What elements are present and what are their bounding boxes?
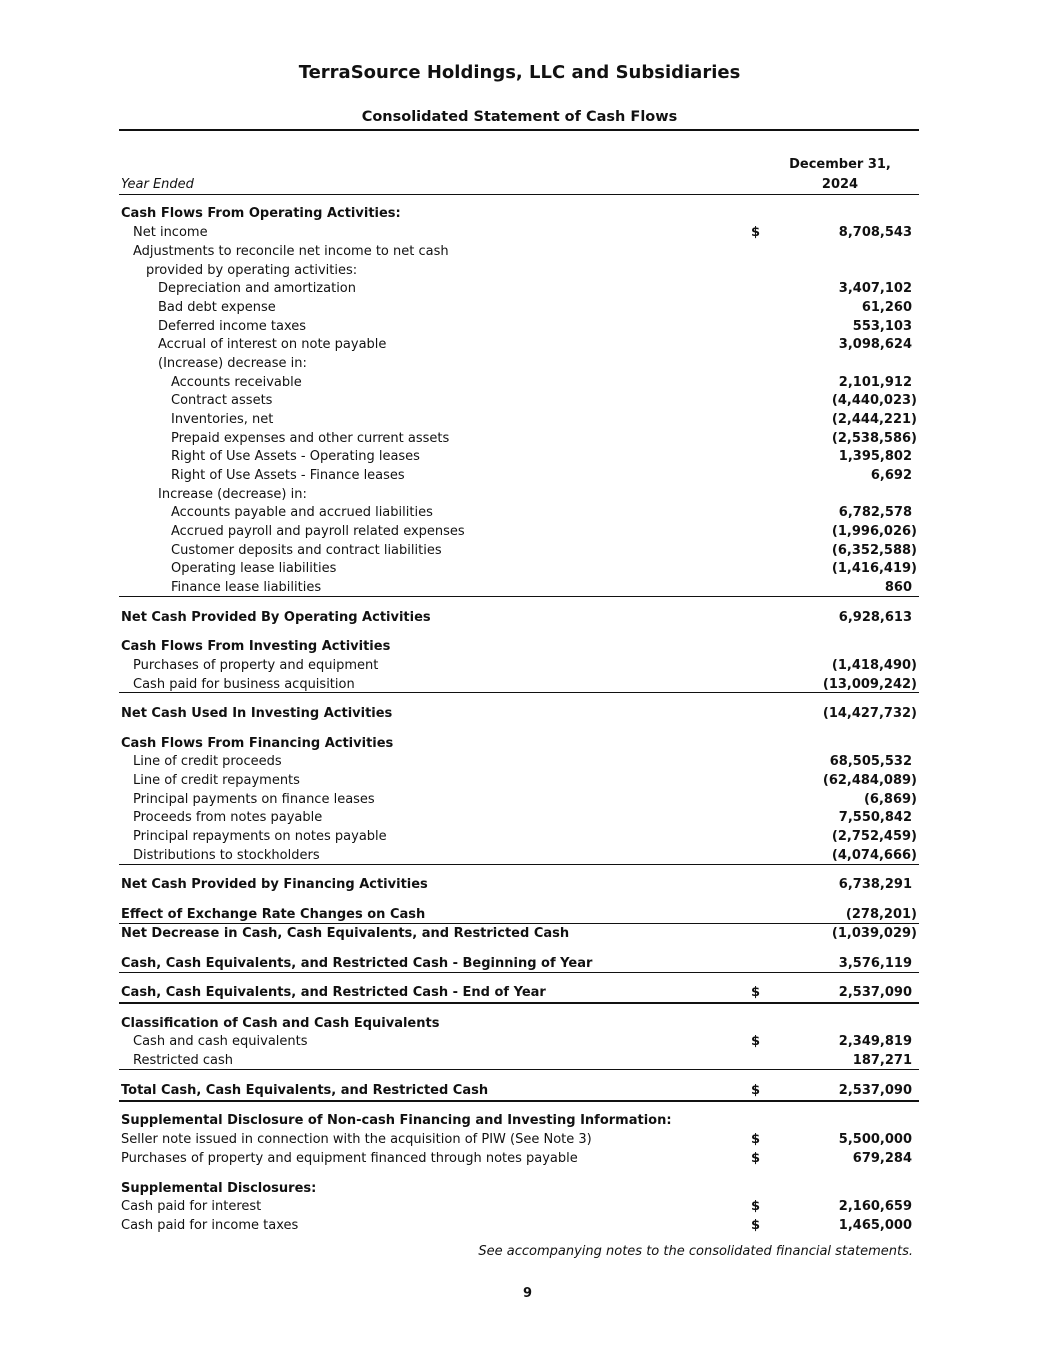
row-amount: (1,039,029) xyxy=(831,926,917,941)
table-row xyxy=(0,430,1055,448)
table-row xyxy=(0,906,1055,924)
rule-total-cash xyxy=(119,1100,919,1102)
row-label: Cash Flows From Financing Activities xyxy=(121,736,394,751)
row-label: Accrual of interest on note payable xyxy=(158,337,387,352)
row-label: Cash Flows From Operating Activities: xyxy=(121,206,401,221)
row-label: provided by operating activities: xyxy=(146,263,358,278)
row-label: Line of credit proceeds xyxy=(133,754,282,769)
row-amount: 5,500,000 xyxy=(838,1132,912,1147)
header-rule xyxy=(119,194,919,195)
table-row xyxy=(0,809,1055,827)
row-amount: (2,444,221) xyxy=(831,412,917,427)
row-label: Restricted cash xyxy=(133,1053,234,1068)
row-amount: 6,782,578 xyxy=(838,505,912,520)
row-label: Net income xyxy=(133,225,208,240)
row-label: Net Cash Provided By Operating Activities xyxy=(121,610,431,625)
row-label: Cash paid for interest xyxy=(121,1199,262,1214)
row-amount: (14,427,732) xyxy=(822,706,917,721)
row-amount: 1,465,000 xyxy=(838,1218,912,1233)
table-row xyxy=(0,299,1055,317)
row-label: Supplemental Disclosure of Non-cash Financing and Investing Information: xyxy=(121,1113,672,1128)
row-amount: (62,484,089) xyxy=(822,773,917,788)
table-row xyxy=(0,876,1055,894)
rule-classification xyxy=(119,1069,919,1070)
row-label: Right of Use Assets - Finance leases xyxy=(171,468,405,483)
row-label: Accrued payroll and payroll related expenses xyxy=(171,524,465,539)
table-row xyxy=(0,657,1055,675)
table-row xyxy=(0,280,1055,298)
table-row xyxy=(0,1052,1055,1070)
row-amount: 1,395,802 xyxy=(838,449,912,464)
table-row xyxy=(0,609,1055,627)
row-amount: (13,009,242) xyxy=(822,677,917,692)
table-row xyxy=(0,560,1055,578)
row-label: Bad debt expense xyxy=(158,300,276,315)
row-label: Proceeds from notes payable xyxy=(133,810,323,825)
table-row xyxy=(0,638,1055,656)
row-amount: (2,752,459) xyxy=(831,829,917,844)
row-amount: 3,407,102 xyxy=(838,281,912,296)
table-row xyxy=(0,374,1055,392)
rule-end-of-year xyxy=(119,1002,919,1004)
table-row xyxy=(0,486,1055,504)
table-row xyxy=(0,1112,1055,1130)
row-amount: 2,537,090 xyxy=(838,1083,912,1098)
row-label: Operating lease liabilities xyxy=(171,561,337,576)
row-amount: 187,271 xyxy=(852,1053,912,1068)
row-amount: (2,538,586) xyxy=(831,431,917,446)
row-label: Net Cash Provided by Financing Activities xyxy=(121,877,428,892)
row-label: Accounts receivable xyxy=(171,375,302,390)
table-row xyxy=(0,243,1055,261)
company-name: TerraSource Holdings, LLC and Subsidiaries xyxy=(298,62,741,83)
table-row xyxy=(0,735,1055,753)
column-header-month: December 31, xyxy=(789,157,891,172)
row-label: Classification of Cash and Cash Equivalents xyxy=(121,1016,440,1031)
row-label: Cash, Cash Equivalents, and Restricted Cash - Beginning of Year xyxy=(121,956,593,971)
dollar-sign: $ xyxy=(751,1199,761,1214)
table-row xyxy=(0,705,1055,723)
row-label: Contract assets xyxy=(171,393,273,408)
table-row xyxy=(0,828,1055,846)
row-amount: 61,260 xyxy=(861,300,912,315)
table-row xyxy=(0,224,1055,242)
row-amount: 2,101,912 xyxy=(838,375,912,390)
row-label: Inventories, net xyxy=(171,412,274,427)
table-row xyxy=(0,504,1055,522)
row-label: Net Cash Used In Investing Activities xyxy=(121,706,393,721)
row-label: Principal repayments on notes payable xyxy=(133,829,387,844)
year-ended-label: Year Ended xyxy=(121,177,194,192)
row-amount: 3,576,119 xyxy=(838,956,912,971)
rule-exchange xyxy=(119,923,919,924)
row-label: Cash and cash equivalents xyxy=(133,1034,308,1049)
row-amount: 679,284 xyxy=(852,1151,912,1166)
table-row xyxy=(0,791,1055,809)
table-row xyxy=(0,318,1055,336)
page-number: 9 xyxy=(522,1286,533,1301)
row-amount: 68,505,532 xyxy=(829,754,912,769)
row-label: Purchases of property and equipment xyxy=(133,658,379,673)
dollar-sign: $ xyxy=(751,1034,761,1049)
table-row xyxy=(0,847,1055,865)
table-row xyxy=(0,772,1055,790)
table-row xyxy=(0,336,1055,354)
row-label: Net Decrease in Cash, Cash Equivalents, and Restricted Cash xyxy=(121,926,570,941)
row-label: Depreciation and amortization xyxy=(158,281,356,296)
table-row xyxy=(0,1015,1055,1033)
table-row xyxy=(0,523,1055,541)
row-amount: (6,869) xyxy=(863,792,917,807)
table-row xyxy=(0,542,1055,560)
row-amount: (1,996,026) xyxy=(831,524,917,539)
title-rule xyxy=(119,129,919,131)
row-label: Cash Flows From Investing Activities xyxy=(121,639,391,654)
table-row xyxy=(0,1217,1055,1235)
row-label: Cash paid for income taxes xyxy=(121,1218,299,1233)
row-amount: 2,537,090 xyxy=(838,985,912,1000)
row-label: Cash paid for business acquisition xyxy=(133,677,355,692)
table-row xyxy=(0,753,1055,771)
row-label: Principal payments on finance leases xyxy=(133,792,375,807)
dollar-sign: $ xyxy=(751,1151,761,1166)
row-label: Prepaid expenses and other current assets xyxy=(171,431,450,446)
table-row xyxy=(0,205,1055,223)
row-label: Effect of Exchange Rate Changes on Cash xyxy=(121,907,426,922)
table-row xyxy=(0,1150,1055,1168)
rule-operating xyxy=(119,596,919,597)
row-label: Cash, Cash Equivalents, and Restricted Cash - End of Year xyxy=(121,985,546,1000)
table-row xyxy=(0,392,1055,410)
row-label: Total Cash, Cash Equivalents, and Restricted Cash xyxy=(121,1083,489,1098)
table-row xyxy=(0,411,1055,429)
row-label: Customer deposits and contract liabilities xyxy=(171,543,442,558)
table-row xyxy=(0,955,1055,973)
table-row xyxy=(0,1131,1055,1149)
row-amount: 860 xyxy=(884,580,912,595)
row-label: Adjustments to reconcile net income to net cash xyxy=(133,244,449,259)
row-label: Line of credit repayments xyxy=(133,773,300,788)
column-header-year: 2024 xyxy=(821,177,859,192)
row-amount: (1,416,419) xyxy=(831,561,917,576)
rule-financing xyxy=(119,864,919,865)
row-amount: 2,349,819 xyxy=(838,1034,912,1049)
row-amount: (4,074,666) xyxy=(831,848,917,863)
row-amount: 7,550,842 xyxy=(838,810,912,825)
table-row xyxy=(0,984,1055,1002)
dollar-sign: $ xyxy=(751,985,761,1000)
row-label: Seller note issued in connection with the acquisition of PIW (See Note 3) xyxy=(121,1132,592,1147)
table-row xyxy=(0,355,1055,373)
row-amount: 3,098,624 xyxy=(838,337,912,352)
footnote: See accompanying notes to the consolidated financial statements. xyxy=(478,1244,913,1259)
row-amount: 6,928,613 xyxy=(838,610,912,625)
dollar-sign: $ xyxy=(751,1132,761,1147)
row-amount: (6,352,588) xyxy=(831,543,917,558)
row-label: (Increase) decrease in: xyxy=(158,356,307,371)
dollar-sign: $ xyxy=(751,1218,761,1233)
row-label: Accounts payable and accrued liabilities xyxy=(171,505,433,520)
rule-beginning xyxy=(119,972,919,973)
table-row xyxy=(0,1180,1055,1198)
row-amount: 553,103 xyxy=(852,319,912,334)
table-row xyxy=(0,925,1055,943)
row-amount: 8,708,543 xyxy=(838,225,912,240)
table-row xyxy=(0,448,1055,466)
dollar-sign: $ xyxy=(751,1083,761,1098)
row-amount: (4,440,023) xyxy=(831,393,917,408)
row-amount: (278,201) xyxy=(845,907,917,922)
rule-investing xyxy=(119,692,919,693)
row-amount: 2,160,659 xyxy=(838,1199,912,1214)
row-label: Supplemental Disclosures: xyxy=(121,1181,317,1196)
row-label: Finance lease liabilities xyxy=(171,580,322,595)
row-label: Right of Use Assets - Operating leases xyxy=(171,449,420,464)
table-row xyxy=(0,1082,1055,1100)
table-row xyxy=(0,1033,1055,1051)
dollar-sign: $ xyxy=(751,225,761,240)
table-row xyxy=(0,1198,1055,1216)
table-row xyxy=(0,467,1055,485)
row-label: Distributions to stockholders xyxy=(133,848,320,863)
row-amount: (1,418,490) xyxy=(831,658,917,673)
table-row xyxy=(0,262,1055,280)
row-label: Deferred income taxes xyxy=(158,319,307,334)
table-row xyxy=(0,579,1055,597)
row-label: Purchases of property and equipment financed through notes payable xyxy=(121,1151,578,1166)
row-amount: 6,738,291 xyxy=(838,877,912,892)
statement-title: Consolidated Statement of Cash Flows xyxy=(361,109,678,125)
row-label: Increase (decrease) in: xyxy=(158,487,307,502)
row-amount: 6,692 xyxy=(870,468,912,483)
